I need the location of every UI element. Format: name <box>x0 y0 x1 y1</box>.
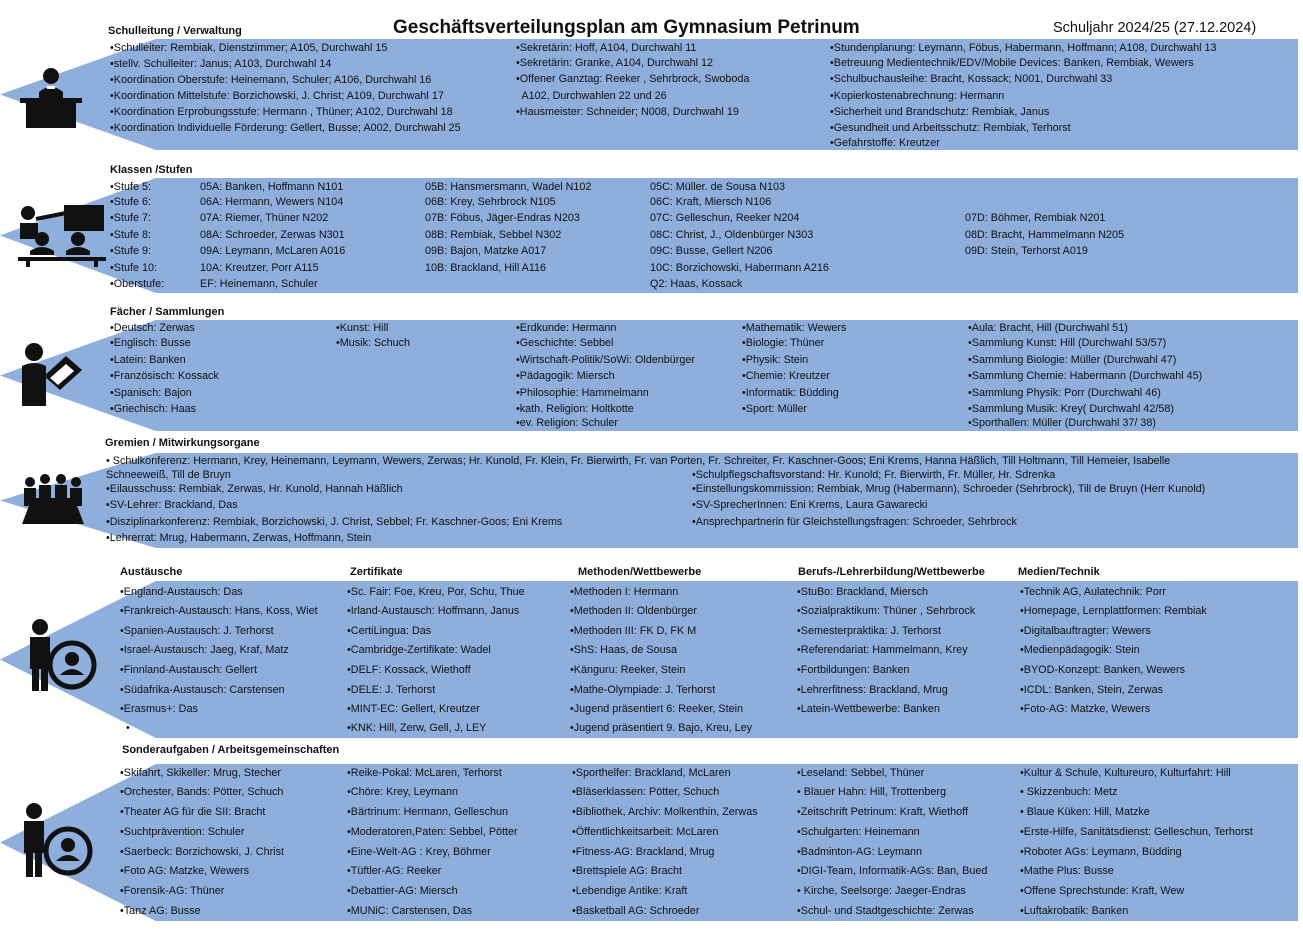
list-item: •Bibliothek, Archiv: Molkenthin, Zerwas <box>572 806 758 818</box>
header-zertifikate: Zertifikate <box>350 566 403 578</box>
list-item: •Forensik-AG: Thüner <box>120 885 225 897</box>
list-item: •Einstellungskommission: Rembiak, Mrug (Habermann), Schroeder (Sehrbrock), Till de Bruyn (Herr Kunold) <box>692 483 1206 495</box>
list-item: •Lehrerrat: Mrug, Habermann, Zerwas, Hoffmann, Stein <box>106 532 372 544</box>
list-item: •stellv. Schulleiter: Janus; A103, Durchwahl 14 <box>110 58 332 70</box>
row-label: •Stufe 10: <box>110 262 157 274</box>
class-cell: EF: Heinemann, Schuler <box>200 278 318 290</box>
list-item: •Spanien-Austausch: J. Terhorst <box>120 625 274 637</box>
list-item: •Brettspiele AG: Bracht <box>572 865 682 877</box>
section-title-schulleitung: Schulleitung / Verwaltung <box>108 25 242 37</box>
list-item: •Fitness-AG: Brackland, Mrug <box>572 846 715 858</box>
list-item: •Frankreich-Austausch: Hans, Koss, Wiet <box>120 605 318 617</box>
list-item: •Gefahrstoffe: Kreutzer <box>830 137 940 149</box>
list-item: •CertiLingua: Das <box>347 625 432 637</box>
class-cell: 09B: Bajon, Matzke A017 <box>425 245 547 257</box>
class-cell: 09D: Stein, Terhorst A019 <box>965 245 1088 257</box>
class-cell: 07B: Föbus, Jäger-Endras N203 <box>425 212 580 224</box>
list-item: •Offener Ganztag: Reeker , Sehrbrock, Swoboda <box>516 73 750 85</box>
list-item: •BYOD-Konzept: Banken, Wewers <box>1020 664 1186 676</box>
list-item: •Spanisch: Bajon <box>110 387 192 399</box>
list-item: •Sporthelfer: Brackland, McLaren <box>572 767 731 779</box>
list-item: •Sc. Fair: Foe, Kreu, Por, Schu, Thue <box>347 586 525 598</box>
list-item: •SV-Lehrer: Brackland, Das <box>106 499 238 511</box>
list-item: •Methoden II: Oldenbürger <box>570 605 697 617</box>
list-item: •Betreuung Medientechnik/EDV/Mobile Devices: Banken, Rembiak, Wewers <box>830 57 1194 69</box>
list-item: •Sekretärin: Hoff, A104, Durchwahl 11 <box>516 42 697 54</box>
list-item: •Sekretärin: Granke, A104, Durchwahl 12 <box>516 57 714 69</box>
list-item: •Homepage, Lernplattformen: Rembiak <box>1020 605 1207 617</box>
list-item: •Kultur & Schule, Kultureuro, Kulturfahrt: Hill <box>1020 767 1231 779</box>
list-item: •Aula: Bracht, Hill (Durchwahl 51) <box>968 322 1128 334</box>
list-item: •Philosophie: Hammelmann <box>516 387 649 399</box>
person-group-icon <box>22 617 98 693</box>
principal-desk-icon <box>18 66 84 128</box>
header-methoden: Methoden/Wettbewerbe <box>578 566 702 578</box>
list-item: •Methoden III: FK D, FK M <box>570 625 697 637</box>
row-label: •Stufe 6: <box>110 196 151 208</box>
list-item: •Informatik: Büdding <box>742 387 839 399</box>
list-item: •SV-SprecherInnen: Eni Krems, Laura Gawarecki <box>692 499 928 511</box>
list-item: •Chöre: Krey, Leymann <box>347 786 458 798</box>
list-item: •Sammlung Musik: Krey( Durchwahl 42/58) <box>968 403 1174 415</box>
list-item: Schneeweiß, Till de Bruyn <box>106 469 231 481</box>
list-item: •Englisch: Busse <box>110 337 191 349</box>
class-cell: 05C: Müller. de Sousa N103 <box>650 181 786 193</box>
class-cell: 10A: Kreutzer, Porr A115 <box>200 262 319 274</box>
list-item: •Biologie: Thüner <box>742 337 825 349</box>
list-item: •Sicherheit und Brandschutz: Rembiak, Janus <box>830 106 1050 118</box>
list-item: •Koordination Mittelstufe: Borzichowski, J. Christ; A109, Durchwahl 17 <box>110 90 444 102</box>
list-item: •Israel-Austausch: Jaeg, Kraf, Matz <box>120 644 289 656</box>
section-title-faecher: Fächer / Sammlungen <box>110 306 225 318</box>
list-item: •Hausmeister: Schneider; N008, Durchwahl 19 <box>516 106 739 118</box>
list-item: •Eine-Welt-AG : Krey, Böhmer <box>347 846 491 858</box>
meeting-table-icon <box>18 474 88 526</box>
list-item: •Südafrika-Austausch: Carstensen <box>120 684 285 696</box>
section-title-klassen: Klassen /Stufen <box>110 164 193 176</box>
list-item: •ICDL: Banken, Stein, Zerwas <box>1020 684 1164 696</box>
list-item: •ev. Religion: Schuler <box>516 417 619 429</box>
list-item: •Erste-Hilfe, Sanitätsdienst: Gelleschun, Terhorst <box>1020 826 1253 838</box>
list-item: •Gesundheit und Arbeitsschutz: Rembiak, Terhorst <box>830 122 1071 134</box>
class-cell: 05B: Hansmersmann, Wadel N102 <box>425 181 592 193</box>
list-item: •Latein: Banken <box>110 354 186 366</box>
list-item: •Chemie: Kreutzer <box>742 370 830 382</box>
list-item: •Französisch: Kossack <box>110 370 219 382</box>
list-item: •Disziplinarkonferenz: Rembiak, Borzichowski, J. Christ, Sebbel; Fr. Kaschner-Goos; Eni Krems <box>106 516 563 528</box>
list-item: •Griechisch: Haas <box>110 403 196 415</box>
list-item: •Bärtrinum: Hermann, Gelleschun <box>347 806 508 818</box>
list-item: •Mathe-Olympiade: J. Terhorst <box>570 684 716 696</box>
list-item: •Sporthallen: Müller (Durchwahl 37/ 38) <box>968 417 1157 429</box>
class-cell: 10B: Brackland, Hill A116 <box>425 262 547 274</box>
list-item: •Technik AG, Aulatechnik: Porr <box>1020 586 1167 598</box>
class-cell: 07A: Riemer, Thüner N202 <box>200 212 329 224</box>
list-item: •Musik: Schuch <box>336 337 410 349</box>
list-item: •Orchester, Bands: Pötter, Schuch <box>120 786 284 798</box>
class-cell: 08B: Rembiak, Sebbel N302 <box>425 229 562 241</box>
list-item: •Erasmus+: Das <box>120 703 198 715</box>
list-item: •kath. Religion: Holtkotte <box>516 403 634 415</box>
class-cell: 07D: Böhmer, Rembiak N201 <box>965 212 1106 224</box>
list-item: •Badminton-AG: Leymann <box>797 846 923 858</box>
list-item: •DIGI-Team, Informatik-AGs: Ban, Bued <box>797 865 988 877</box>
list-item: •Finnland-Austausch: Gellert <box>120 664 258 676</box>
list-item: •Ansprechpartnerin für Gleichstellungsfragen: Schroeder, Sehrbrock <box>692 516 1017 528</box>
list-item: •Lehrerfitness: Brackland, Mrug <box>797 684 948 696</box>
list-item: •England-Austausch: Das <box>120 586 243 598</box>
list-item: •Lebendige Antike: Kraft <box>572 885 688 897</box>
list-item: • Kirche, Seelsorge: Jaeger-Endras <box>797 885 966 897</box>
list-item: •Medienpädagogik: Stein <box>1020 644 1140 656</box>
list-item: •Schul- und Stadtgeschichte: Zerwas <box>797 905 974 917</box>
list-item: •Sport: Müller <box>742 403 807 415</box>
list-item: •Semesterpraktika: J. Terhorst <box>797 625 941 637</box>
row-label: •Stufe 7: <box>110 212 151 224</box>
list-item: •Zeitschrift Petrinum: Kraft, Wiethoff <box>797 806 968 818</box>
list-item: •Sammlung Biologie: Müller (Durchwahl 47) <box>968 354 1177 366</box>
reading-person-icon <box>20 340 84 406</box>
list-item: A102, Durchwahlen 22 und 26 <box>516 90 667 102</box>
list-item: •DELE: J. Terhorst <box>347 684 436 696</box>
list-item: •Debattier-AG: Miersch <box>347 885 458 897</box>
list-item: • Skizzenbuch: Metz <box>1020 786 1118 798</box>
list-item: • Blauer Hahn: Hill, Trottenberg <box>797 786 947 798</box>
list-item: •Suchtprävention: Schuler <box>120 826 245 838</box>
list-item: •Öffentlichkeitsarbeit: McLaren <box>572 826 719 838</box>
list-item: •Tanz AG: Busse <box>120 905 201 917</box>
class-cell: 08D: Bracht, Hammelmann N205 <box>965 229 1125 241</box>
list-item: •Pädagogik: Miersch <box>516 370 615 382</box>
school-year: Schuljahr 2024/25 (27.12.2024) <box>1053 20 1257 36</box>
list-item: •StuBo: Brackland, Miersch <box>797 586 928 598</box>
row-label: •Stufe 8: <box>110 229 151 241</box>
list-item: •Foto-AG: Matzke, Wewers <box>1020 703 1151 715</box>
list-item: •Eilausschuss: Rembiak, Zerwas, Hr. Kunold, Hannah Häßlich <box>106 483 403 495</box>
class-cell: 06C: Kraft, Miersch N106 <box>650 196 772 208</box>
list-item: •Reike-Pokal: McLaren, Terhorst <box>347 767 502 779</box>
class-cell: 08A: Schroeder, Zerwas N301 <box>200 229 345 241</box>
list-item: •Bläserklassen: Pötter, Schuch <box>572 786 720 798</box>
list-item: •Digitalbauftragter: Wewers <box>1020 625 1151 637</box>
list-item: •Jugend präsentiert 6: Reeker, Stein <box>570 703 744 715</box>
list-item: •Koordination Oberstufe: Heinemann, Schuler; A106, Durchwahl 16 <box>110 74 432 86</box>
list-item: •Geschichte: Sebbel <box>516 337 614 349</box>
list-item: •Erdkunde: Hermann <box>516 322 617 334</box>
list-item: •Luftakrobatik: Banken <box>1020 905 1129 917</box>
list-item: •Offene Sprechstunde: Kraft, Wew <box>1020 885 1185 897</box>
class-cell: 10C: Borzichowski, Habermann A216 <box>650 262 829 274</box>
list-item: •Cambridge-Zertifikate: Wadel <box>347 644 491 656</box>
page-title: Geschäftsverteilungsplan am Gymnasium Petrinum <box>393 17 860 38</box>
class-cell: 09A: Leymann, McLaren A016 <box>200 245 346 257</box>
list-item: •Koordination Erprobungsstufe: Hermann , Thüner; A102, Durchwahl 18 <box>110 106 453 118</box>
list-item: •Schulgarten: Heinemann <box>797 826 920 838</box>
list-item: •Mathe Plus: Busse <box>1020 865 1114 877</box>
class-cell: 09C: Busse, Gellert N206 <box>650 245 773 257</box>
list-item: •DELF: Kossack, Wiethoff <box>347 664 471 676</box>
list-item: •Schulleiter: Rembiak, Dienstzimmer; A105, Durchwahl 15 <box>110 42 388 54</box>
list-item: • Blaue Küken: Hill, Matzke <box>1020 806 1150 818</box>
teacher-classroom-icon <box>16 203 108 267</box>
list-item: •Roboter AGs: Leymann, Büdding <box>1020 846 1182 858</box>
list-item: •ShS: Haas, de Sousa <box>570 644 678 656</box>
list-item: •Saerbeck: Borzichowski, J. Christ <box>120 846 284 858</box>
class-cell: 07C: Gelleschun, Reeker N204 <box>650 212 800 224</box>
list-item: •Moderatoren,Paten: Sebbel, Pötter <box>347 826 518 838</box>
list-item: •Methoden I: Hermann <box>570 586 679 598</box>
person-group-icon-2 <box>14 801 94 881</box>
list-item: •Kopierkostenabrechnung: Hermann <box>830 90 1005 102</box>
list-item: • <box>120 722 130 734</box>
row-label: •Oberstufe: <box>110 278 165 290</box>
list-item: •Kunst: Hill <box>336 322 389 334</box>
list-item: •Foto AG: Matzke, Wewers <box>120 865 249 877</box>
list-item: •Physik: Stein <box>742 354 809 366</box>
list-item: •Deutsch: Zerwas <box>110 322 195 334</box>
list-item: •Referendariat: Hammelmann, Krey <box>797 644 968 656</box>
class-cell: 06A: Hermann, Wewers N104 <box>200 196 344 208</box>
list-item: •Koordination Individuelle Förderung: Gellert, Busse; A002, Durchwahl 25 <box>110 122 461 134</box>
list-item: •Känguru: Reeker, Stein <box>570 664 686 676</box>
list-item: •Tüftler-AG: Reeker <box>347 865 442 877</box>
list-item: •Skifahrt, Skikeller: Mrug, Stecher <box>120 767 281 779</box>
list-item: •Theater AG für die SII: Bracht <box>120 806 266 818</box>
list-item: •Sammlung Physik: Porr (Durchwahl 46) <box>968 387 1161 399</box>
list-item: • Schulkonferenz: Hermann, Krey, Heinemann, Leymann, Wewers, Zerwas; Hr. Kunold, Fr. Klein, Fr. Bierwirth, Fr. van Porten, Fr. Schreiter, Fr. Kaschner-Goos; Eni Krems, Hanna Häßlich, Till Holtmann, Till Hemeier, Isabelle <box>106 455 1171 467</box>
list-item: •Jugend präsentiert 9. Bajo, Kreu, Ley <box>570 722 753 734</box>
list-item: •MUNiC: Carstensen, Das <box>347 905 472 917</box>
class-cell: 05A: Banken, Hoffmann N101 <box>200 181 344 193</box>
class-cell: 08C: Christ, J., Oldenbürger N303 <box>650 229 814 241</box>
list-item: •Sozialpraktikum: Thüner , Sehrbrock <box>797 605 976 617</box>
header-medien: Medien/Technik <box>1018 566 1100 578</box>
header-berufsbildung: Berufs-/Lehrerbildung/Wettbewerbe <box>798 566 985 578</box>
list-item: •MINT-EC: Gellert, Kreutzer <box>347 703 480 715</box>
list-item: •Schulbuchausleihe: Bracht, Kossack; N001, Durchwahl 33 <box>830 73 1113 85</box>
row-label: •Stufe 5: <box>110 181 151 193</box>
list-item: •Wirtschaft-Politik/SoWi: Oldenbürger <box>516 354 695 366</box>
list-item: •Sammlung Chemie: Habermann (Durchwahl 45) <box>968 370 1203 382</box>
list-item: •Latein-Wettbewerbe: Banken <box>797 703 940 715</box>
header-austaeusche: Austäusche <box>120 566 183 578</box>
row-label: •Stufe 9: <box>110 245 151 257</box>
section-title-sonderaufgaben: Sonderaufgaben / Arbeitsgemeinschaften <box>122 744 340 756</box>
list-item: •Basketball AG: Schroeder <box>572 905 700 917</box>
list-item: •Schulpflegschaftsvorstand: Hr. Kunold; Fr. Bierwirth, Fr. Müller, Hr. Sdrenka <box>692 469 1056 481</box>
class-cell: Q2: Haas, Kossack <box>650 278 743 290</box>
list-item: •Sammlung Kunst: Hill (Durchwahl 53/57) <box>968 337 1167 349</box>
list-item: •Leseland: Sebbel, Thüner <box>797 767 925 779</box>
list-item: •KNK: Hill, Zerw, Gell, J, LEY <box>347 722 487 734</box>
class-cell: 06B: Krey, Sehrbrock N105 <box>425 196 556 208</box>
list-item: •Irland-Austausch: Hoffmann, Janus <box>347 605 520 617</box>
list-item: •Fortbildungen: Banken <box>797 664 910 676</box>
section-title-gremien: Gremien / Mitwirkungsorgane <box>105 437 260 449</box>
list-item: •Stundenplanung: Leymann, Föbus, Habermann, Hoffmann; A108, Durchwahl 13 <box>830 42 1217 54</box>
list-item: •Mathematik: Wewers <box>742 322 847 334</box>
